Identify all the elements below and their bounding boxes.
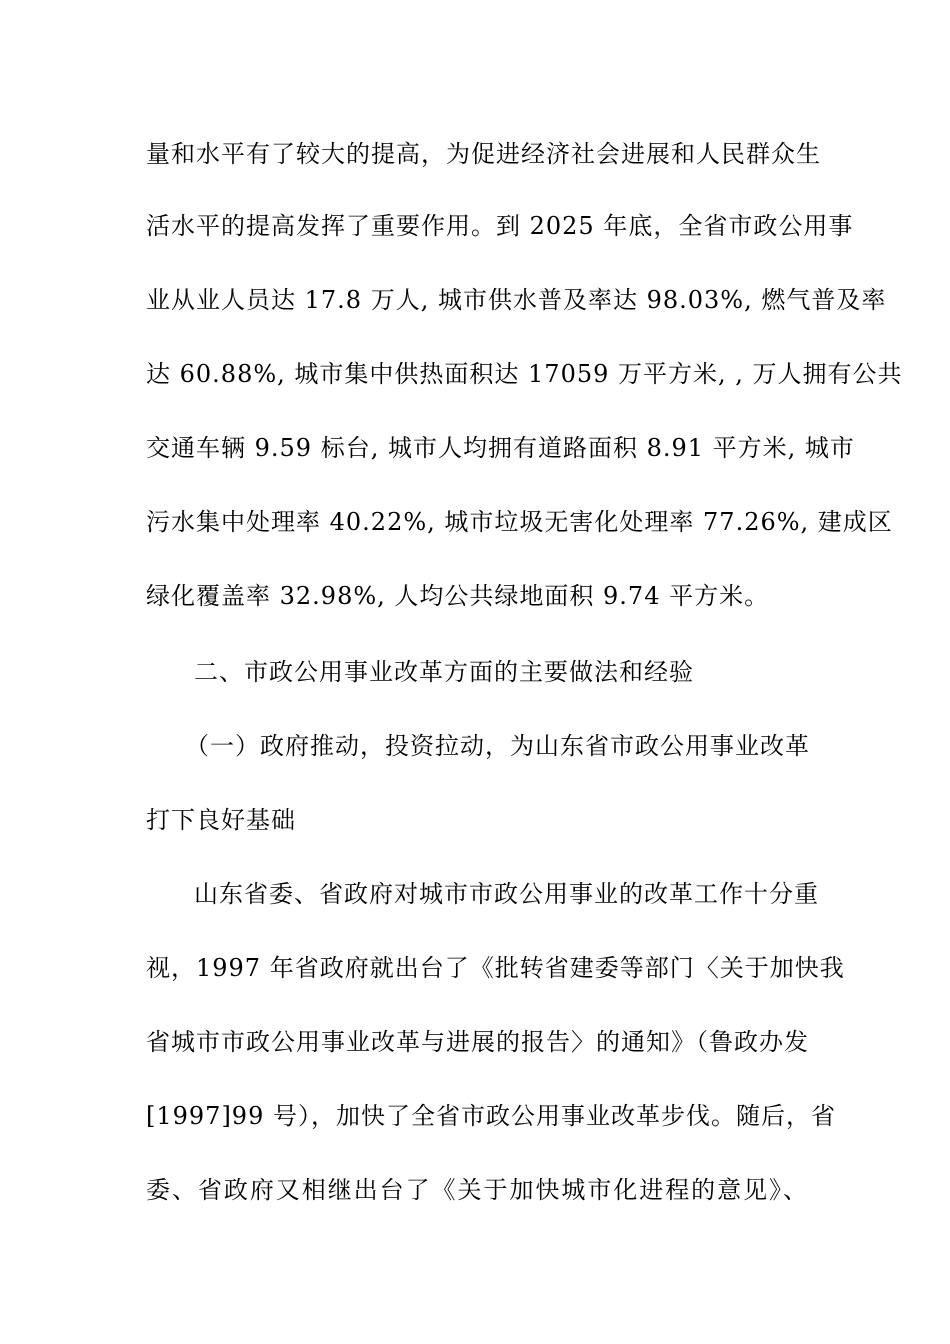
body-text-line: 交通车辆 9.59 标台, 城市人均拥有道路面积 8.91 平方米, 城市 [146,434,855,462]
body-text-line: 山东省委、省政府对城市市政公用事业的改革工作十分重 [194,880,819,908]
body-text-line: 污水集中处理率 40.22%, 城市垃圾无害化处理率 77.26%, 建成区 [146,508,893,536]
body-text-line: 量和水平有了较大的提高，为促进经济社会进展和人民群众生 [146,140,821,168]
body-text-line: 省城市市政公用事业改革与进展的报告〉的通知》（鲁政办发 [146,1028,809,1056]
body-text-line: 委、省政府又相继出台了《关于加快城市化进程的意见》、 [146,1176,808,1204]
body-text-line: 活水平的提高发挥了重要作用。到 2025 年底，全省市政公用事 [146,212,854,240]
body-text-line: 视，1997 年省政府就出台了《批转省建委等部门〈关于加快我 [146,954,845,982]
body-text-line: [1997]99 号），加快了全省市政公用事业改革步伐。随后，省 [146,1102,836,1130]
subsection-heading-line: （一）政府推动，投资拉动，为山东省市政公用事业改革 [185,732,810,760]
subsection-heading-line: 打下良好基础 [146,806,296,834]
body-text-line: 绿化覆盖率 32.98%, 人均公共绿地面积 9.74 平方米。 [146,582,770,610]
body-text-line: 业从业人员达 17.8 万人, 城市供水普及率达 98.03%, 燃气普及率 [146,286,887,314]
section-heading: 二、市政公用事业改革方面的主要做法和经验 [194,658,694,686]
body-text-line: 达 60.88%, 城市集中供热面积达 17059 万平方米, , 万人拥有公共 [146,360,903,388]
